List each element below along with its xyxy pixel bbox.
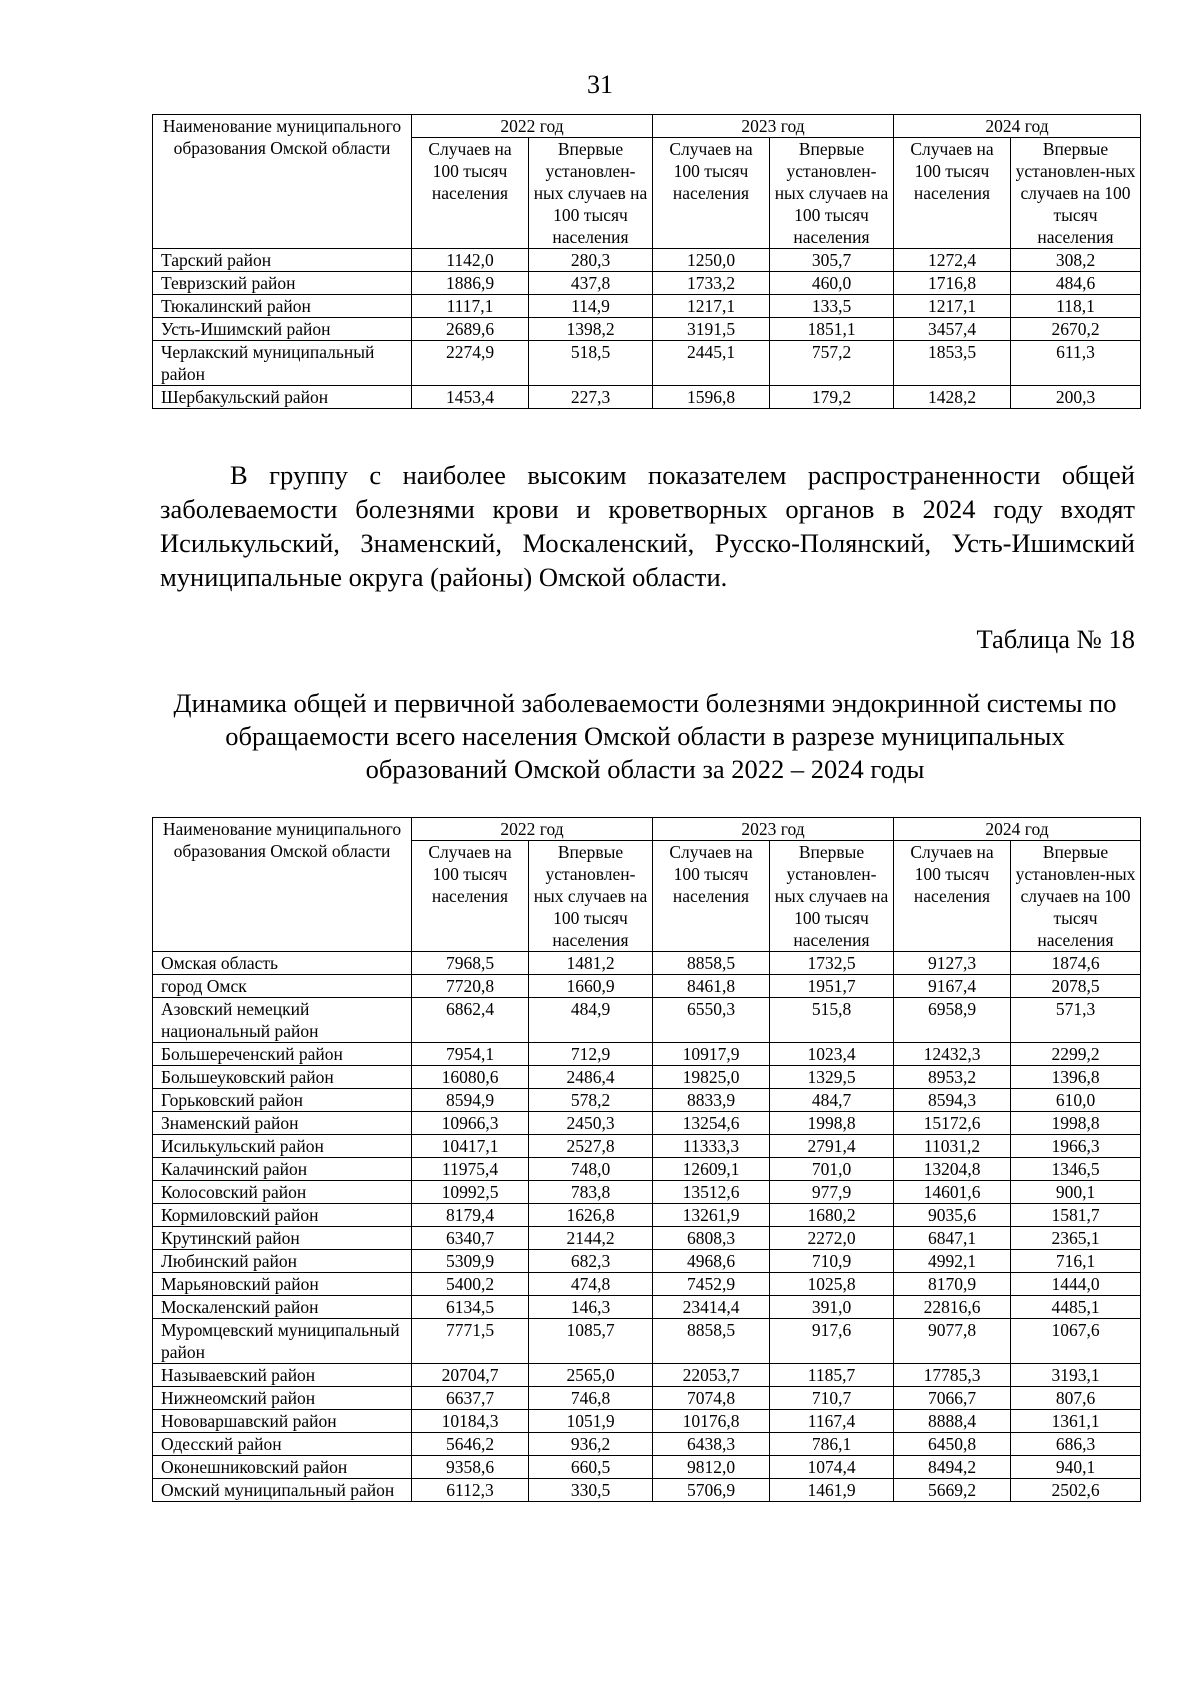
cell-cases-per-100k: 9812,0	[653, 1456, 770, 1479]
cell-new-cases-per-100k: 2527,8	[529, 1135, 653, 1158]
cell-new-cases-per-100k: 133,5	[770, 295, 894, 318]
table-row	[153, 295, 1141, 318]
header-year-2022: 2022 год	[412, 115, 653, 138]
cell-cases-per-100k: 12432,3	[894, 1043, 1011, 1066]
cell-new-cases-per-100k: 917,6	[770, 1319, 894, 1364]
table-row	[153, 998, 1141, 1043]
cell-new-cases-per-100k: 712,9	[529, 1043, 653, 1066]
cell-new-cases-per-100k: 610,0	[1011, 1089, 1141, 1112]
cell-cases-per-100k: 13512,6	[653, 1181, 770, 1204]
cell-cases-per-100k: 10966,3	[412, 1112, 529, 1135]
cell-new-cases-per-100k: 578,2	[529, 1089, 653, 1112]
page-number: 31	[587, 70, 613, 99]
cell-new-cases-per-100k: 146,3	[529, 1296, 653, 1319]
cell-new-cases-per-100k: 114,9	[529, 295, 653, 318]
cell-cases-per-100k: 1453,4	[412, 386, 529, 409]
cell-cases-per-100k: 5400,2	[412, 1273, 529, 1296]
cell-new-cases-per-100k: 900,1	[1011, 1181, 1141, 1204]
cell-cases-per-100k: 1272,4	[894, 249, 1011, 272]
cell-cases-per-100k: 6550,3	[653, 998, 770, 1043]
cell-new-cases-per-100k: 330,5	[529, 1479, 653, 1502]
header-municipality: Наименование муниципального образования Омской области	[153, 818, 412, 952]
cell-new-cases-per-100k: 1398,2	[529, 318, 653, 341]
cell-cases-per-100k: 7074,8	[653, 1387, 770, 1410]
cell-new-cases-per-100k: 1346,5	[1011, 1158, 1141, 1181]
row-municipality-name: Усть-Ишимский район	[153, 318, 412, 341]
header-year-2023: 2023 год	[653, 818, 894, 841]
cell-new-cases-per-100k: 474,8	[529, 1273, 653, 1296]
table-row	[153, 1089, 1141, 1112]
cell-cases-per-100k: 8953,2	[894, 1066, 1011, 1089]
row-municipality-name: Называевский район	[153, 1364, 412, 1387]
cell-cases-per-100k: 5706,9	[653, 1479, 770, 1502]
cell-new-cases-per-100k: 1074,4	[770, 1456, 894, 1479]
table-row	[153, 952, 1141, 975]
row-municipality-name: Большеуковский район	[153, 1066, 412, 1089]
cell-new-cases-per-100k: 783,8	[529, 1181, 653, 1204]
cell-cases-per-100k: 3191,5	[653, 318, 770, 341]
cell-new-cases-per-100k: 1966,3	[1011, 1135, 1141, 1158]
cell-new-cases-per-100k: 786,1	[770, 1433, 894, 1456]
header-year-2024: 2024 год	[894, 115, 1141, 138]
cell-new-cases-per-100k: 1626,8	[529, 1204, 653, 1227]
cell-new-cases-per-100k: 1461,9	[770, 1479, 894, 1502]
cell-new-cases-per-100k: 701,0	[770, 1158, 894, 1181]
cell-cases-per-100k: 6450,8	[894, 1433, 1011, 1456]
row-municipality-name: Шербакульский район	[153, 386, 412, 409]
cell-cases-per-100k: 6862,4	[412, 998, 529, 1043]
cell-cases-per-100k: 9077,8	[894, 1319, 1011, 1364]
table-row	[153, 1227, 1141, 1250]
cell-cases-per-100k: 1596,8	[653, 386, 770, 409]
cell-new-cases-per-100k: 227,3	[529, 386, 653, 409]
row-municipality-name: Азовский немецкий национальный район	[153, 998, 412, 1043]
cell-cases-per-100k: 10184,3	[412, 1410, 529, 1433]
cell-cases-per-100k: 8833,9	[653, 1089, 770, 1112]
table-row	[153, 1433, 1141, 1456]
table-title: Динамика общей и первичной заболеваемости болезнями эндокринной системы по обращаемости всего населения Омской области в разрезе муниципальных образований Омской области за 2022 – 2024 годы	[173, 688, 1117, 784]
table-row	[153, 1204, 1141, 1227]
table-row	[153, 1112, 1141, 1135]
cell-cases-per-100k: 23414,4	[653, 1296, 770, 1319]
cell-cases-per-100k: 10917,9	[653, 1043, 770, 1066]
table-continued	[152, 114, 1141, 409]
cell-cases-per-100k: 2274,9	[412, 341, 529, 386]
cell-cases-per-100k: 6847,1	[894, 1227, 1011, 1250]
cell-new-cases-per-100k: 1185,7	[770, 1364, 894, 1387]
cell-cases-per-100k: 8461,8	[653, 975, 770, 998]
table-row	[153, 1158, 1141, 1181]
cell-new-cases-per-100k: 391,0	[770, 1296, 894, 1319]
cell-cases-per-100k: 1428,2	[894, 386, 1011, 409]
cell-cases-per-100k: 6134,5	[412, 1296, 529, 1319]
row-municipality-name: Нижнеомский район	[153, 1387, 412, 1410]
cell-cases-per-100k: 6438,3	[653, 1433, 770, 1456]
cell-cases-per-100k: 6112,3	[412, 1479, 529, 1502]
cell-cases-per-100k: 5646,2	[412, 1433, 529, 1456]
cell-cases-per-100k: 22053,7	[653, 1364, 770, 1387]
cell-cases-per-100k: 9035,6	[894, 1204, 1011, 1227]
cell-new-cases-per-100k: 660,5	[529, 1456, 653, 1479]
cell-new-cases-per-100k: 1660,9	[529, 975, 653, 998]
cell-new-cases-per-100k: 682,3	[529, 1250, 653, 1273]
cell-new-cases-per-100k: 2565,0	[529, 1364, 653, 1387]
row-municipality-name: Оконешниковский район	[153, 1456, 412, 1479]
cell-new-cases-per-100k: 1167,4	[770, 1410, 894, 1433]
table-row	[153, 1043, 1141, 1066]
cell-new-cases-per-100k: 746,8	[529, 1387, 653, 1410]
cell-new-cases-per-100k: 748,0	[529, 1158, 653, 1181]
cell-new-cases-per-100k: 571,3	[1011, 998, 1141, 1043]
cell-cases-per-100k: 6637,7	[412, 1387, 529, 1410]
cell-new-cases-per-100k: 1025,8	[770, 1273, 894, 1296]
header-cases: Случаев на 100 тысяч населения	[412, 841, 529, 952]
cell-cases-per-100k: 1853,5	[894, 341, 1011, 386]
cell-cases-per-100k: 1217,1	[894, 295, 1011, 318]
row-municipality-name: Кормиловский район	[153, 1204, 412, 1227]
header-year-2022: 2022 год	[412, 818, 653, 841]
cell-new-cases-per-100k: 2299,2	[1011, 1043, 1141, 1066]
row-municipality-name: Муромцевский муниципальный район	[153, 1319, 412, 1364]
cell-cases-per-100k: 11031,2	[894, 1135, 1011, 1158]
cell-cases-per-100k: 1716,8	[894, 272, 1011, 295]
table-caption: Таблица № 18	[976, 624, 1135, 654]
cell-new-cases-per-100k: 305,7	[770, 249, 894, 272]
header-year-2023: 2023 год	[653, 115, 894, 138]
cell-cases-per-100k: 7066,7	[894, 1387, 1011, 1410]
cell-cases-per-100k: 1217,1	[653, 295, 770, 318]
cell-new-cases-per-100k: 1051,9	[529, 1410, 653, 1433]
cell-new-cases-per-100k: 710,9	[770, 1250, 894, 1273]
cell-new-cases-per-100k: 1444,0	[1011, 1273, 1141, 1296]
cell-new-cases-per-100k: 757,2	[770, 341, 894, 386]
cell-new-cases-per-100k: 1851,1	[770, 318, 894, 341]
cell-new-cases-per-100k: 710,7	[770, 1387, 894, 1410]
table-row	[153, 1319, 1141, 1364]
cell-cases-per-100k: 8594,3	[894, 1089, 1011, 1112]
cell-cases-per-100k: 8858,5	[653, 1319, 770, 1364]
cell-new-cases-per-100k: 515,8	[770, 998, 894, 1043]
cell-cases-per-100k: 10176,8	[653, 1410, 770, 1433]
cell-cases-per-100k: 15172,6	[894, 1112, 1011, 1135]
cell-new-cases-per-100k: 1085,7	[529, 1319, 653, 1364]
table-header-row	[153, 115, 1141, 138]
cell-new-cases-per-100k: 484,7	[770, 1089, 894, 1112]
row-municipality-name: Омский муниципальный район	[153, 1479, 412, 1502]
cell-cases-per-100k: 13261,9	[653, 1204, 770, 1227]
cell-new-cases-per-100k: 118,1	[1011, 295, 1141, 318]
cell-new-cases-per-100k: 2670,2	[1011, 318, 1141, 341]
cell-new-cases-per-100k: 437,8	[529, 272, 653, 295]
table-row	[153, 341, 1141, 386]
table-row	[153, 1181, 1141, 1204]
cell-cases-per-100k: 1250,0	[653, 249, 770, 272]
row-municipality-name: Калачинский район	[153, 1158, 412, 1181]
cell-cases-per-100k: 4992,1	[894, 1250, 1011, 1273]
cell-cases-per-100k: 7968,5	[412, 952, 529, 975]
cell-new-cases-per-100k: 977,9	[770, 1181, 894, 1204]
cell-new-cases-per-100k: 1396,8	[1011, 1066, 1141, 1089]
row-municipality-name: Горьковский район	[153, 1089, 412, 1112]
cell-cases-per-100k: 8494,2	[894, 1456, 1011, 1479]
row-municipality-name: Крутинский район	[153, 1227, 412, 1250]
cell-cases-per-100k: 20704,7	[412, 1364, 529, 1387]
row-municipality-name: Большереченский район	[153, 1043, 412, 1066]
cell-new-cases-per-100k: 2365,1	[1011, 1227, 1141, 1250]
header-cases: Случаев на 100 тысяч населения	[894, 841, 1011, 952]
header-new-cases: Впервые установлен-ных случаев на 100 тысяч населения	[770, 138, 894, 249]
cell-new-cases-per-100k: 308,2	[1011, 249, 1141, 272]
cell-new-cases-per-100k: 2450,3	[529, 1112, 653, 1135]
table-row	[153, 1066, 1141, 1089]
cell-new-cases-per-100k: 1361,1	[1011, 1410, 1141, 1433]
row-municipality-name: Омская область	[153, 952, 412, 975]
cell-new-cases-per-100k: 3193,1	[1011, 1364, 1141, 1387]
row-municipality-name: Тюкалинский район	[153, 295, 412, 318]
cell-cases-per-100k: 13254,6	[653, 1112, 770, 1135]
cell-new-cases-per-100k: 2144,2	[529, 1227, 653, 1250]
table-body	[153, 249, 1141, 409]
table-header-row	[153, 818, 1141, 841]
cell-cases-per-100k: 7771,5	[412, 1319, 529, 1364]
cell-cases-per-100k: 6958,9	[894, 998, 1011, 1043]
cell-cases-per-100k: 6340,7	[412, 1227, 529, 1250]
cell-new-cases-per-100k: 1874,6	[1011, 952, 1141, 975]
cell-cases-per-100k: 9127,3	[894, 952, 1011, 975]
table-row	[153, 1250, 1141, 1273]
cell-cases-per-100k: 7954,1	[412, 1043, 529, 1066]
cell-cases-per-100k: 1733,2	[653, 272, 770, 295]
table-row	[153, 975, 1141, 998]
cell-new-cases-per-100k: 179,2	[770, 386, 894, 409]
table-row	[153, 1479, 1141, 1502]
cell-cases-per-100k: 5309,9	[412, 1250, 529, 1273]
row-municipality-name: Колосовский район	[153, 1181, 412, 1204]
cell-cases-per-100k: 14601,6	[894, 1181, 1011, 1204]
cell-new-cases-per-100k: 1998,8	[770, 1112, 894, 1135]
table-row	[153, 1273, 1141, 1296]
row-municipality-name: Тарский район	[153, 249, 412, 272]
table-row	[153, 1456, 1141, 1479]
cell-cases-per-100k: 5669,2	[894, 1479, 1011, 1502]
cell-new-cases-per-100k: 1732,5	[770, 952, 894, 975]
table-row	[153, 1410, 1141, 1433]
cell-new-cases-per-100k: 1998,8	[1011, 1112, 1141, 1135]
cell-cases-per-100k: 12609,1	[653, 1158, 770, 1181]
cell-cases-per-100k: 7720,8	[412, 975, 529, 998]
cell-cases-per-100k: 8179,4	[412, 1204, 529, 1227]
cell-cases-per-100k: 1142,0	[412, 249, 529, 272]
cell-cases-per-100k: 2445,1	[653, 341, 770, 386]
row-municipality-name: Исилькульский район	[153, 1135, 412, 1158]
cell-new-cases-per-100k: 484,9	[529, 998, 653, 1043]
row-municipality-name: Одесский район	[153, 1433, 412, 1456]
cell-new-cases-per-100k: 2502,6	[1011, 1479, 1141, 1502]
cell-new-cases-per-100k: 1581,7	[1011, 1204, 1141, 1227]
table-row	[153, 386, 1141, 409]
table-row	[153, 1387, 1141, 1410]
cell-cases-per-100k: 2689,6	[412, 318, 529, 341]
cell-cases-per-100k: 3457,4	[894, 318, 1011, 341]
table-row	[153, 1296, 1141, 1319]
cell-cases-per-100k: 7452,9	[653, 1273, 770, 1296]
cell-new-cases-per-100k: 2272,0	[770, 1227, 894, 1250]
cell-new-cases-per-100k: 716,1	[1011, 1250, 1141, 1273]
cell-new-cases-per-100k: 2791,4	[770, 1135, 894, 1158]
header-cases: Случаев на 100 тысяч населения	[653, 138, 770, 249]
row-municipality-name: город Омск	[153, 975, 412, 998]
cell-cases-per-100k: 1886,9	[412, 272, 529, 295]
cell-cases-per-100k: 16080,6	[412, 1066, 529, 1089]
header-new-cases: Впервые установлен-ных случаев на 100 тысяч населения	[1011, 841, 1141, 952]
row-municipality-name: Нововаршавский район	[153, 1410, 412, 1433]
cell-cases-per-100k: 8594,9	[412, 1089, 529, 1112]
cell-new-cases-per-100k: 940,1	[1011, 1456, 1141, 1479]
cell-cases-per-100k: 10417,1	[412, 1135, 529, 1158]
cell-new-cases-per-100k: 686,3	[1011, 1433, 1141, 1456]
cell-cases-per-100k: 6808,3	[653, 1227, 770, 1250]
cell-new-cases-per-100k: 2486,4	[529, 1066, 653, 1089]
table-row	[153, 272, 1141, 295]
cell-new-cases-per-100k: 4485,1	[1011, 1296, 1141, 1319]
cell-cases-per-100k: 11333,3	[653, 1135, 770, 1158]
cell-new-cases-per-100k: 1329,5	[770, 1066, 894, 1089]
cell-cases-per-100k: 4968,6	[653, 1250, 770, 1273]
header-new-cases: Впервые установлен-ных случаев на 100 тысяч населения	[770, 841, 894, 952]
header-year-2024: 2024 год	[894, 818, 1141, 841]
row-municipality-name: Марьяновский район	[153, 1273, 412, 1296]
header-cases: Случаев на 100 тысяч населения	[653, 841, 770, 952]
cell-cases-per-100k: 10992,5	[412, 1181, 529, 1204]
table-row	[153, 249, 1141, 272]
cell-cases-per-100k: 17785,3	[894, 1364, 1011, 1387]
header-new-cases: Впервые установлен-ных случаев на 100 тысяч населения	[529, 841, 653, 952]
cell-cases-per-100k: 9167,4	[894, 975, 1011, 998]
cell-cases-per-100k: 8858,5	[653, 952, 770, 975]
row-municipality-name: Любинский район	[153, 1250, 412, 1273]
cell-new-cases-per-100k: 807,6	[1011, 1387, 1141, 1410]
cell-new-cases-per-100k: 1067,6	[1011, 1319, 1141, 1364]
table-body	[153, 952, 1141, 1502]
cell-cases-per-100k: 13204,8	[894, 1158, 1011, 1181]
cell-new-cases-per-100k: 484,6	[1011, 272, 1141, 295]
header-municipality: Наименование муниципального образования Омской области	[153, 115, 412, 249]
cell-cases-per-100k: 19825,0	[653, 1066, 770, 1089]
table-18	[152, 817, 1141, 1502]
cell-cases-per-100k: 11975,4	[412, 1158, 529, 1181]
table-row	[153, 1364, 1141, 1387]
header-cases: Случаев на 100 тысяч населения	[894, 138, 1011, 249]
table-row	[153, 1135, 1141, 1158]
row-municipality-name: Тевризский район	[153, 272, 412, 295]
row-municipality-name: Москаленский район	[153, 1296, 412, 1319]
cell-new-cases-per-100k: 1481,2	[529, 952, 653, 975]
cell-cases-per-100k: 9358,6	[412, 1456, 529, 1479]
cell-new-cases-per-100k: 200,3	[1011, 386, 1141, 409]
body-paragraph: В группу с наиболее высоким показателем распространенности общей заболеваемости болезнями крови и кроветворных органов в 2024 году входят Исилькульский, Знаменский, Москаленский, Русско-Полянский, Усть-Ишимский муниципальные округа (районы) Омской области.	[160, 460, 1135, 592]
cell-new-cases-per-100k: 460,0	[770, 272, 894, 295]
cell-new-cases-per-100k: 936,2	[529, 1433, 653, 1456]
cell-cases-per-100k: 1117,1	[412, 295, 529, 318]
cell-cases-per-100k: 8888,4	[894, 1410, 1011, 1433]
header-new-cases: Впервые установлен-ных случаев на 100 тысяч населения	[1011, 138, 1141, 249]
cell-new-cases-per-100k: 2078,5	[1011, 975, 1141, 998]
header-new-cases: Впервые установлен-ных случаев на 100 тысяч населения	[529, 138, 653, 249]
table-row	[153, 318, 1141, 341]
cell-cases-per-100k: 8170,9	[894, 1273, 1011, 1296]
header-cases: Случаев на 100 тысяч населения	[412, 138, 529, 249]
cell-new-cases-per-100k: 1023,4	[770, 1043, 894, 1066]
cell-new-cases-per-100k: 1951,7	[770, 975, 894, 998]
row-municipality-name: Черлакский муниципальный район	[153, 341, 412, 386]
row-municipality-name: Знаменский район	[153, 1112, 412, 1135]
cell-new-cases-per-100k: 1680,2	[770, 1204, 894, 1227]
cell-new-cases-per-100k: 611,3	[1011, 341, 1141, 386]
cell-new-cases-per-100k: 518,5	[529, 341, 653, 386]
cell-cases-per-100k: 22816,6	[894, 1296, 1011, 1319]
cell-new-cases-per-100k: 280,3	[529, 249, 653, 272]
